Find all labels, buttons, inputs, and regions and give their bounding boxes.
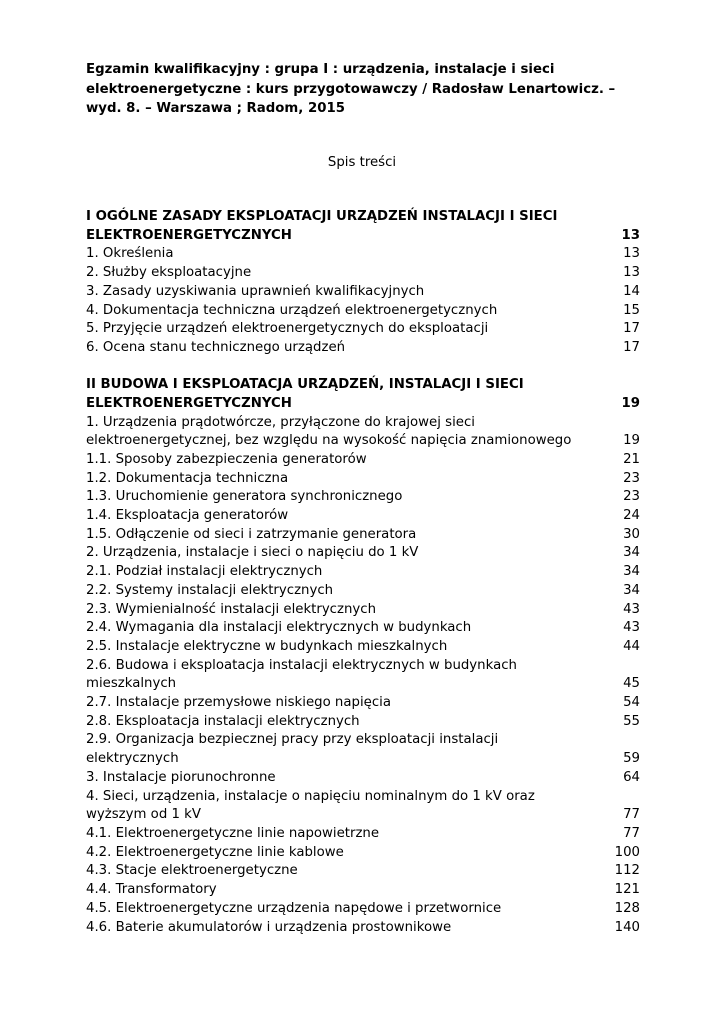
toc-entry-label: 4.1. Elektroenergetyczne linie napowietrzne [86,826,380,841]
toc-entry [86,713,640,732]
toc-page-number: 140 [614,919,640,935]
toc-page-number: 14 [623,283,640,299]
toc-page-number: 77 [623,807,640,823]
toc-entry-label: 1. Urządzenia prądotwórcze, przyłączone do krajowej sieci elektroenergetycznej, bez względu na wysokość napięcia znamionowego [86,414,572,449]
toc-entry-label: 6. Ocena stanu technicznego urządzeń [86,339,346,355]
toc-entry [86,657,640,694]
toc-entry-label: 4.5. Elektroenergetyczne urządzenia napędowe i przetwornice [86,900,502,916]
toc-entry [86,507,640,526]
toc-page-number: 30 [623,526,640,542]
toc-entry [86,451,640,470]
toc-entry-label: 4.6. Baterie akumulatorów i urządzenia prostownikowe [86,919,452,935]
toc-page-number: 13 [623,246,640,262]
toc-entry-label: 1.5. Odłączenie od sieci i zatrzymanie generatora [86,526,417,542]
table-of-contents [86,208,640,956]
toc-page-number: 55 [623,713,640,729]
toc-entry [86,900,640,919]
toc-entry-label: 4.2. Elektroenergetyczne linie kablowe [86,844,344,860]
bibliographic-header: Egzamin kwalifikacyjny : grupa I : urządzenia, instalacje i sieci elektroenergetyczne : kurs przygotowawczy / Radosław Lenartowicz. – wyd. 8. – Warszawa ; Radom, 2015 [86,62,616,116]
toc-entry [86,769,640,788]
toc-page-number: 15 [623,302,640,318]
toc-entry [86,844,640,863]
toc-page-number: 44 [623,638,640,654]
toc-entry [86,582,640,601]
toc-page-number: 21 [623,451,640,467]
toc-entry-label: 4.3. Stacje elektroenergetyczne [86,863,298,879]
toc-entry-label: 2.2. Systemy instalacji elektrycznych [86,582,334,598]
toc-entry-label: 2.4. Wymagania dla instalacji elektrycznych w budynkach [86,620,472,636]
toc-section-heading [86,376,640,413]
toc-entry-label: 1.1. Sposoby zabezpieczenia generatorów [86,451,367,467]
toc-entry [86,919,640,938]
toc-page-number: 128 [614,900,640,916]
toc-page-number: 34 [623,545,640,561]
toc-entry-label: 1. Określenia [86,246,174,262]
toc-page-number: 19 [623,433,640,449]
toc-entry [86,339,640,358]
toc-entry-label: 4.4. Transformatory [86,882,217,898]
toc-page-number: 100 [614,844,640,860]
toc-section-heading [86,208,640,245]
toc-section-title: I OGÓLNE ZASADY EKSPLOATACJI URZĄDZEŃ INSTALACJI I SIECI ELEKTROENERGETYCZNYCH [86,209,558,243]
toc-entry [86,881,640,900]
toc-page-number: 43 [623,620,640,636]
toc-section [86,208,640,358]
toc-entry [86,526,640,545]
toc-section [86,376,640,937]
toc-entry [86,488,640,507]
toc-entry [86,638,640,657]
toc-page-number: 13 [623,265,640,281]
toc-entry [86,619,640,638]
toc-entry [86,414,640,451]
toc-page-number: 23 [623,489,640,505]
toc-page-number: 24 [623,508,640,524]
toc-title: Spis treści [327,155,397,170]
toc-entry-label: 3. Instalacje piorunochronne [86,769,276,785]
toc-page-number: 34 [623,582,640,598]
toc-page-number: 59 [623,751,640,767]
toc-page-number: 112 [614,863,640,879]
toc-entry-label: 3. Zasady uzyskiwania uprawnień kwalifikacyjnych [86,283,425,299]
toc-page-number: 43 [623,601,640,617]
toc-section-title: II BUDOWA I EKSPLOATACJA URZĄDZEŃ, INSTALACJI I SIECI ELEKTROENERGETYCZNYCH [86,377,524,411]
toc-page-number: 17 [623,339,640,355]
toc-entry [86,731,640,768]
toc-entry-label: 1.3. Uruchomienie generatora synchronicznego [86,489,403,505]
toc-entry-label: 1.2. Dokumentacja techniczna [86,470,289,486]
toc-entry-label: 2. Służby eksploatacyjne [86,265,252,281]
toc-entry-label: 2.1. Podział instalacji elektrycznych [86,564,323,580]
toc-entry-label: 2.9. Organizacja bezpiecznej pracy przy eksploatacji instalacji elektrycznych [86,732,499,767]
toc-page-number: 13 [621,227,640,243]
toc-entry [86,320,640,339]
toc-entry-label: 4. Sieci, urządzenia, instalacje o napięciu nominalnym do 1 kV oraz wyższym od 1 kV [86,788,535,823]
toc-entry-label: 2.5. Instalacje elektryczne w budynkach mieszkalnych [86,638,448,654]
toc-page-number: 23 [623,470,640,486]
toc-page-number: 64 [623,769,640,785]
toc-page-number: 34 [623,564,640,580]
toc-page-number: 45 [623,676,640,692]
toc-entry [86,544,640,563]
toc-entry-label: 2.6. Budowa i eksploatacja instalacji elektrycznych w budynkach mieszkalnych [86,657,517,692]
toc-entry-label: 5. Przyjęcie urządzeń elektroenergetycznych do eksploatacji [86,321,489,337]
toc-entry [86,694,640,713]
toc-entry [86,825,640,844]
toc-entry-label: 2.8. Eksploatacja instalacji elektrycznych [86,713,360,729]
toc-page-number: 77 [623,826,640,841]
toc-page-number: 54 [623,695,640,711]
toc-entry-label: 4. Dokumentacja techniczna urządzeń elektroenergetycznych [86,302,498,318]
toc-entry [86,302,640,321]
toc-page-number: 121 [614,882,640,898]
toc-entry [86,245,640,264]
toc-page-number: 17 [623,321,640,337]
toc-entry-label: 1.4. Eksploatacja generatorów [86,508,289,524]
toc-page-number: 19 [621,395,640,411]
toc-entry-label: 2.3. Wymienialność instalacji elektrycznych [86,601,377,617]
toc-entry [86,264,640,283]
toc-entry [86,283,640,302]
toc-entry [86,788,640,825]
toc-entry-label: 2. Urządzenia, instalacje i sieci o napięciu do 1 kV [86,545,419,561]
toc-entry-label: 2.7. Instalacje przemysłowe niskiego napięcia [86,695,391,711]
toc-entry [86,601,640,620]
toc-entry [86,862,640,881]
toc-entry [86,563,640,582]
toc-entry [86,470,640,489]
